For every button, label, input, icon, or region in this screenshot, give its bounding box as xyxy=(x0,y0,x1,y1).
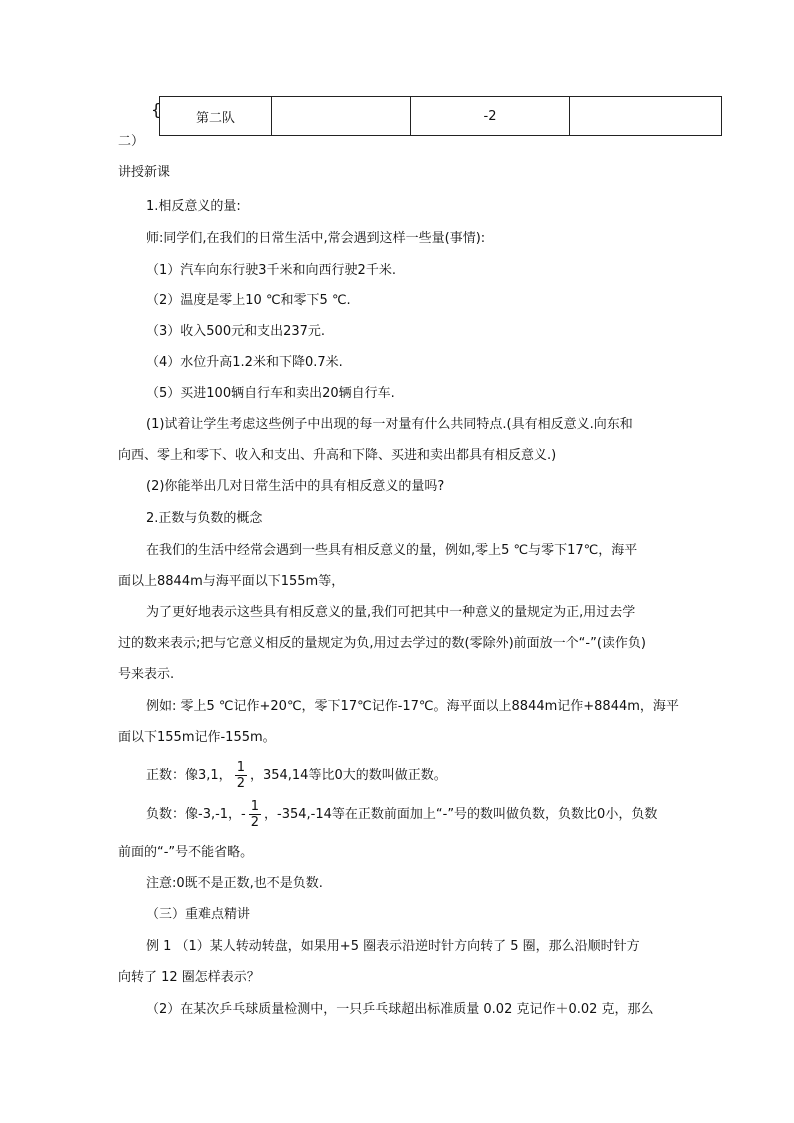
paragraph: 师:同学们,在我们的日常生活中,常会遇到这样一些量(事情): xyxy=(146,231,486,246)
paragraph-text: ，354,14等比0大的数叫做正数。 xyxy=(249,768,447,783)
fraction-denominator: 2 xyxy=(236,776,245,791)
paragraph-text: 负数：像-3,-1，- xyxy=(146,807,246,822)
score-table xyxy=(159,96,722,136)
paragraph: 过的数来表示;把与它意义相反的量规定为负,用过去学过的数(零除外)前面放一个“-”(读作负) xyxy=(118,636,646,651)
paragraph: (2)你能举出几对日常生活中的具有相反意义的量吗? xyxy=(146,479,445,494)
paragraph-text: 正数：像3,1， xyxy=(146,768,232,783)
list-item: （4）水位升高1.2米和下降0.7米. xyxy=(146,355,343,370)
negative-numbers-line xyxy=(146,795,657,835)
table-cell-empty xyxy=(570,97,722,136)
table-cell-score: -2 xyxy=(411,97,570,136)
paragraph: (1)试着让学生考虑这些例子中出现的每一对量有什么共同特点.(具有相反意义.向东和 xyxy=(146,417,633,432)
example-text: 例 1 （1）某人转动转盘，如果用+5 圈表示沿逆时针方向转了 5 圈，那么沿顺时针方 xyxy=(146,939,640,954)
paragraph: 在我们的生活中经常会遇到一些具有相反意义的量，例如,零上5 ℃与零下17℃，海平 xyxy=(146,543,638,558)
note: 注意:0既不是正数,也不是负数. xyxy=(146,876,323,891)
paragraph: 号来表示. xyxy=(118,667,175,682)
paragraph: 例如: 零上5 ℃记作+20℃，零下17℃记作-17℃。海平面以上8844m记作+8844m，海平 xyxy=(146,699,679,714)
fraction xyxy=(235,760,247,791)
table-row xyxy=(160,97,722,136)
section-heading: （三）重难点精讲 xyxy=(146,907,251,922)
example-text: 向转了 12 圈怎样表示？ xyxy=(118,970,260,985)
brace-mark: { xyxy=(151,100,162,119)
sub-heading: 2.正数与负数的概念 xyxy=(146,511,263,526)
paragraph: 面以上8844m与海平面以下155m等， xyxy=(118,574,345,589)
list-item: （1）汽车向东行驶3千米和向西行驶2千米. xyxy=(146,263,396,278)
fraction-denominator: 2 xyxy=(250,815,260,830)
list-item: （2）温度是零上10 ℃和零下5 ℃. xyxy=(146,293,351,308)
table-cell-team: 第二队 xyxy=(160,97,272,136)
section-heading-two: 二） xyxy=(118,134,145,149)
positive-numbers-line xyxy=(146,756,447,796)
table-cell-empty xyxy=(272,97,411,136)
fraction xyxy=(249,799,261,830)
list-item: （3）收入500元和支出237元. xyxy=(146,324,326,339)
example-text: （2）在某次乒乓球质量检测中，一只乒乓球超出标准质量 0.02 克记作＋0.02 克，那么 xyxy=(146,1002,654,1017)
fraction-numerator: 1 xyxy=(250,799,260,814)
paragraph: 面以下155m记作-155m。 xyxy=(118,730,276,745)
paragraph: 前面的“-”号不能省略。 xyxy=(118,845,254,860)
paragraph: 向西、零上和零下、收入和支出、升高和下降、买进和卖出都具有相反意义.) xyxy=(118,448,557,463)
list-item: （5）买进100辆自行车和卖出20辆自行车. xyxy=(146,386,395,401)
paragraph-text: ，-354,-14等在正数前面加上“-”号的数叫做负数，负数比0小，负数 xyxy=(264,807,658,822)
fraction-numerator: 1 xyxy=(236,760,245,775)
section-heading: 讲授新课 xyxy=(118,165,171,180)
paragraph: 为了更好地表示这些具有相反意义的量,我们可把其中一种意义的量规定为正,用过去学 xyxy=(146,605,636,620)
sub-heading: 1.相反意义的量: xyxy=(146,199,241,214)
